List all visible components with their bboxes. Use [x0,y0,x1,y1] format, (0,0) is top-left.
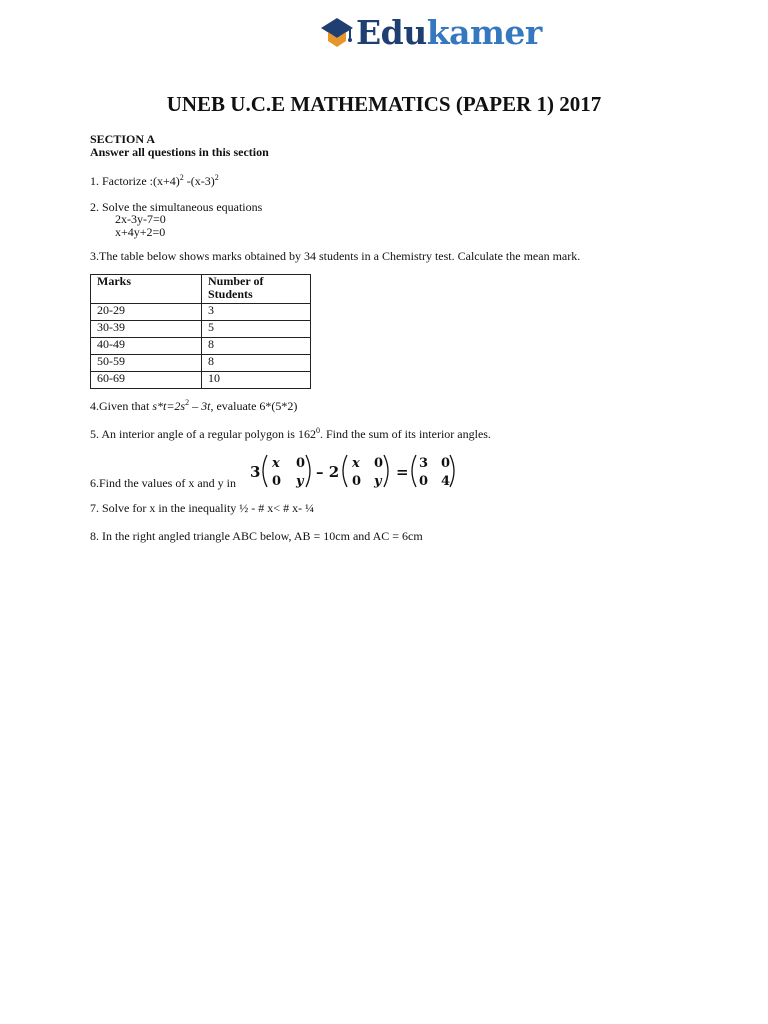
table-cell: 60-69 [91,372,202,389]
matrix-3-right-paren [450,455,454,487]
question-6: 6.Find the values of x and y in [90,476,236,490]
table-cell: 8 [202,338,311,355]
question-4 [90,399,297,413]
q1-exponent-2: 2 [214,173,219,182]
matrix-1-right-paren [306,455,310,487]
table-row [91,304,311,321]
matrix-1-a: x [272,456,280,471]
edukamer-logo [320,14,542,50]
brand-name-kamer: kamer [426,12,542,52]
q4-prefix: 4.Given that [90,399,153,413]
question-7: 7. Solve for x in the inequality ½ - # x< # x- ¼ [90,501,315,515]
matrix-2-d: y [374,474,382,489]
q2-equation-1: 2x-3y-7=0 [115,212,166,226]
marks-table [90,274,311,389]
matrix-1-c: 0 [272,474,282,489]
graduation-cap-icon [320,14,354,50]
table-cell: 5 [202,321,311,338]
matrix-1-b: 0 [296,456,306,471]
matrix-3-c: 0 [419,474,429,489]
table-header-students: Number of Students [202,275,311,304]
table-cell: 8 [202,355,311,372]
matrix-2-b: 0 [374,456,384,471]
table-row [91,321,311,338]
question-8: 8. In the right angled triangle ABC below, AB = 10cm and AC = 6cm [90,529,423,543]
table-cell: 3 [202,304,311,321]
matrix-3-a: 3 [419,456,429,471]
matrix-coefficient: 3 [250,463,261,481]
page-title: UNEB U.C.E MATHEMATICS (PAPER 1) 2017 [166,92,602,116]
q5-prefix: 5. An interior angle of a regular polygon is 162 [90,427,316,441]
matrix-operator-1: – 2 [316,463,340,481]
q4-exponent: 2 [185,398,190,407]
matrix-2-right-paren [384,455,388,487]
matrix-equation [248,450,464,492]
table-header-row [91,275,311,304]
q1-text: 1. Factorize :(x+4) [90,174,180,188]
table-header-marks: Marks [91,275,202,304]
q4-expr-2: – 3t [189,399,211,413]
matrix-3-left-paren [412,455,416,487]
question-3: 3.The table below shows marks obtained by 34 students in a Chemistry test. Calculate the mean mark. [90,249,581,263]
section-name: SECTION A [90,132,156,146]
matrix-2-c: 0 [352,474,362,489]
table-cell: 20-29 [91,304,202,321]
q1-mid: -(x-3) [183,174,215,188]
question-1 [90,174,219,188]
section-instruction: Answer all questions in this section [90,145,269,159]
question-2: 2. Solve the simultaneous equations [90,200,263,214]
matrix-2-a: x [352,456,360,471]
table-row [91,372,311,389]
q1-exponent-1: 2 [179,173,184,182]
q2-equation-2: x+4y+2=0 [115,225,166,239]
brand-name [356,12,542,52]
matrix-1-d: y [296,474,304,489]
matrix-2-left-paren [343,455,347,487]
matrix-1-left-paren [263,455,267,487]
table-cell: 10 [202,372,311,389]
q4-expr-1: s*t=2s [152,399,186,413]
table-row [91,355,311,372]
table-row [91,338,311,355]
brand-name-edu: Edu [356,12,427,52]
matrix-operator-2: = [396,463,409,481]
question-5 [90,427,491,441]
matrix-3-d: 4 [441,474,451,489]
table-cell: 30-39 [91,321,202,338]
q5-exponent: 0 [315,426,320,435]
table-cell: 50-59 [91,355,202,372]
q5-suffix: . Find the sum of its interior angles. [319,427,491,441]
table-cell: 40-49 [91,338,202,355]
q4-suffix: , evaluate 6*(5*2) [210,399,298,413]
matrix-3-b: 0 [441,456,451,471]
